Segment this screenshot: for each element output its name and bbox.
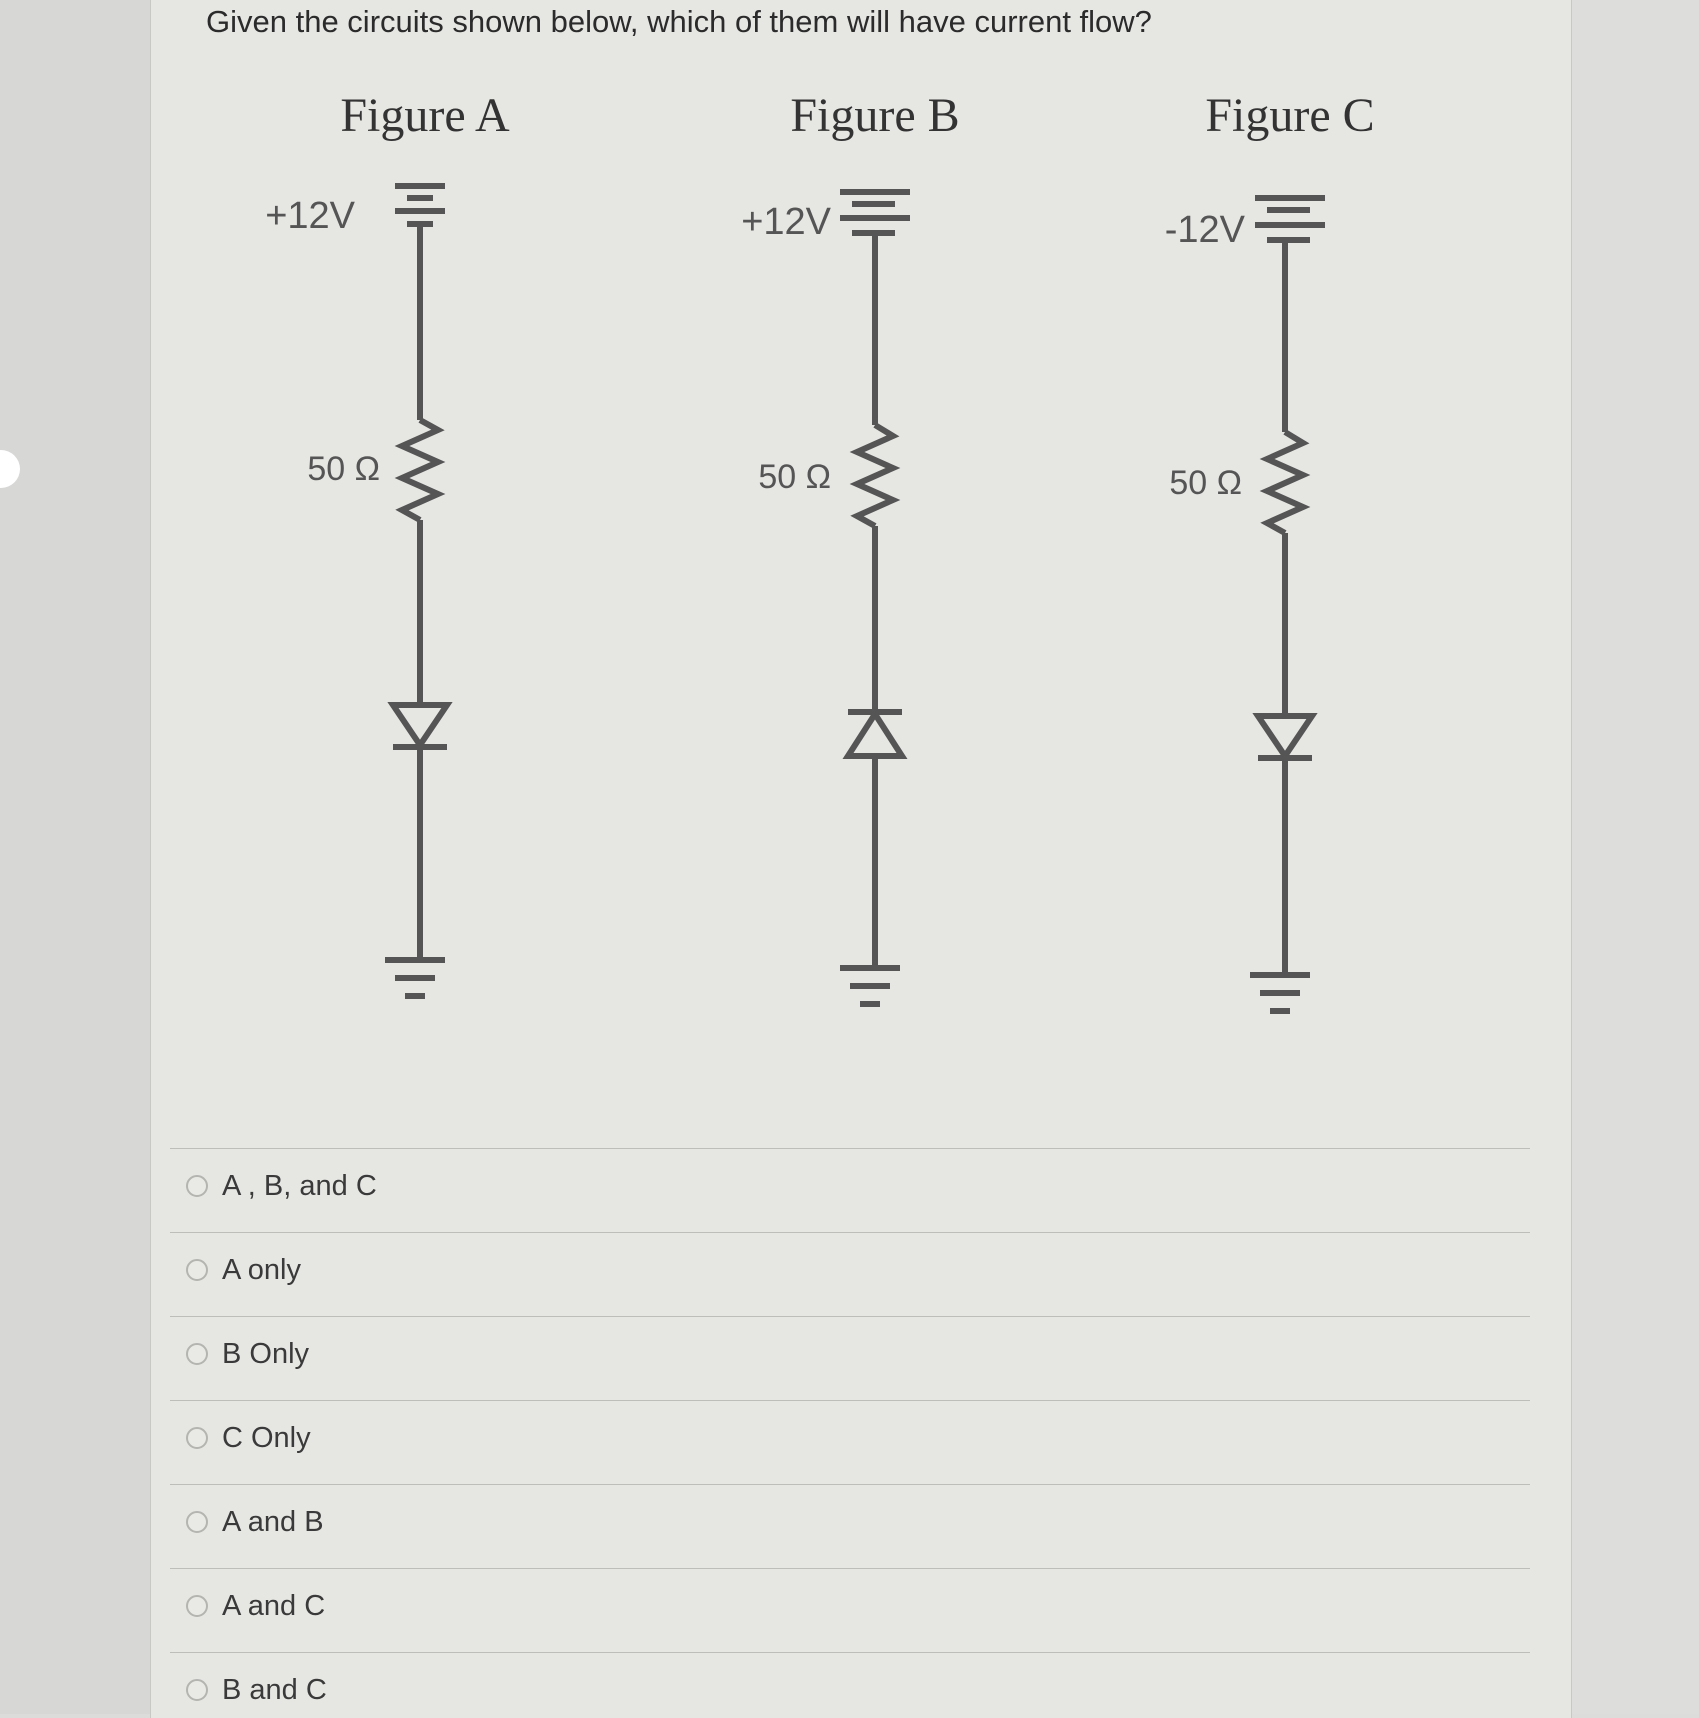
option-a-only[interactable] — [186, 1250, 301, 1290]
figure-c — [1120, 0, 1460, 1050]
option-label: C Only — [222, 1421, 311, 1454]
divider — [170, 1484, 1530, 1485]
circuit-lines — [1250, 198, 1325, 1011]
divider — [170, 1148, 1530, 1149]
voltage-label: +12V — [741, 201, 831, 243]
radio-button[interactable] — [186, 1679, 208, 1701]
circuit-diagram — [705, 0, 1045, 1050]
radio-button[interactable] — [186, 1595, 208, 1617]
voltage-label: +12V — [265, 195, 355, 237]
right-margin — [1572, 0, 1699, 1714]
radio-button[interactable] — [186, 1259, 208, 1281]
figure-b — [705, 0, 1045, 1050]
resistance-label: 50 Ω — [307, 450, 380, 488]
resistance-label: 50 Ω — [758, 458, 831, 496]
figure-title: Figure C — [1205, 89, 1375, 142]
divider — [170, 1568, 1530, 1569]
circuit-lines — [840, 192, 910, 1004]
option-a-b-and-c[interactable] — [186, 1166, 377, 1206]
option-label: A , B, and C — [222, 1169, 377, 1202]
divider — [170, 1232, 1530, 1233]
option-label: A and B — [222, 1505, 324, 1538]
radio-button[interactable] — [186, 1427, 208, 1449]
figure-title: Figure A — [340, 89, 510, 142]
option-label: A only — [222, 1253, 301, 1286]
left-margin — [0, 0, 150, 1714]
voltage-label: -12V — [1164, 209, 1245, 251]
divider — [170, 1652, 1530, 1653]
divider — [170, 1400, 1530, 1401]
radio-button[interactable] — [186, 1343, 208, 1365]
option-a-and-b[interactable] — [186, 1502, 324, 1542]
figure-title: Figure B — [790, 89, 960, 142]
circuit-lines — [385, 186, 447, 996]
option-b-only[interactable] — [186, 1334, 309, 1374]
option-label: A and C — [222, 1589, 326, 1622]
circuit-diagram — [255, 0, 595, 1050]
option-b-and-c[interactable] — [186, 1670, 327, 1710]
radio-button[interactable] — [186, 1175, 208, 1197]
resistance-label: 50 Ω — [1169, 464, 1242, 502]
question-text: Given the circuits shown below, which of them will have current flow? — [206, 4, 1152, 39]
option-c-only[interactable] — [186, 1418, 311, 1458]
option-a-and-c[interactable] — [186, 1586, 325, 1626]
divider — [170, 1316, 1530, 1317]
option-label: B and C — [222, 1673, 327, 1706]
radio-button[interactable] — [186, 1511, 208, 1533]
option-label: B Only — [222, 1337, 310, 1370]
circuit-diagram — [1120, 0, 1460, 1050]
figure-a — [255, 0, 595, 1050]
